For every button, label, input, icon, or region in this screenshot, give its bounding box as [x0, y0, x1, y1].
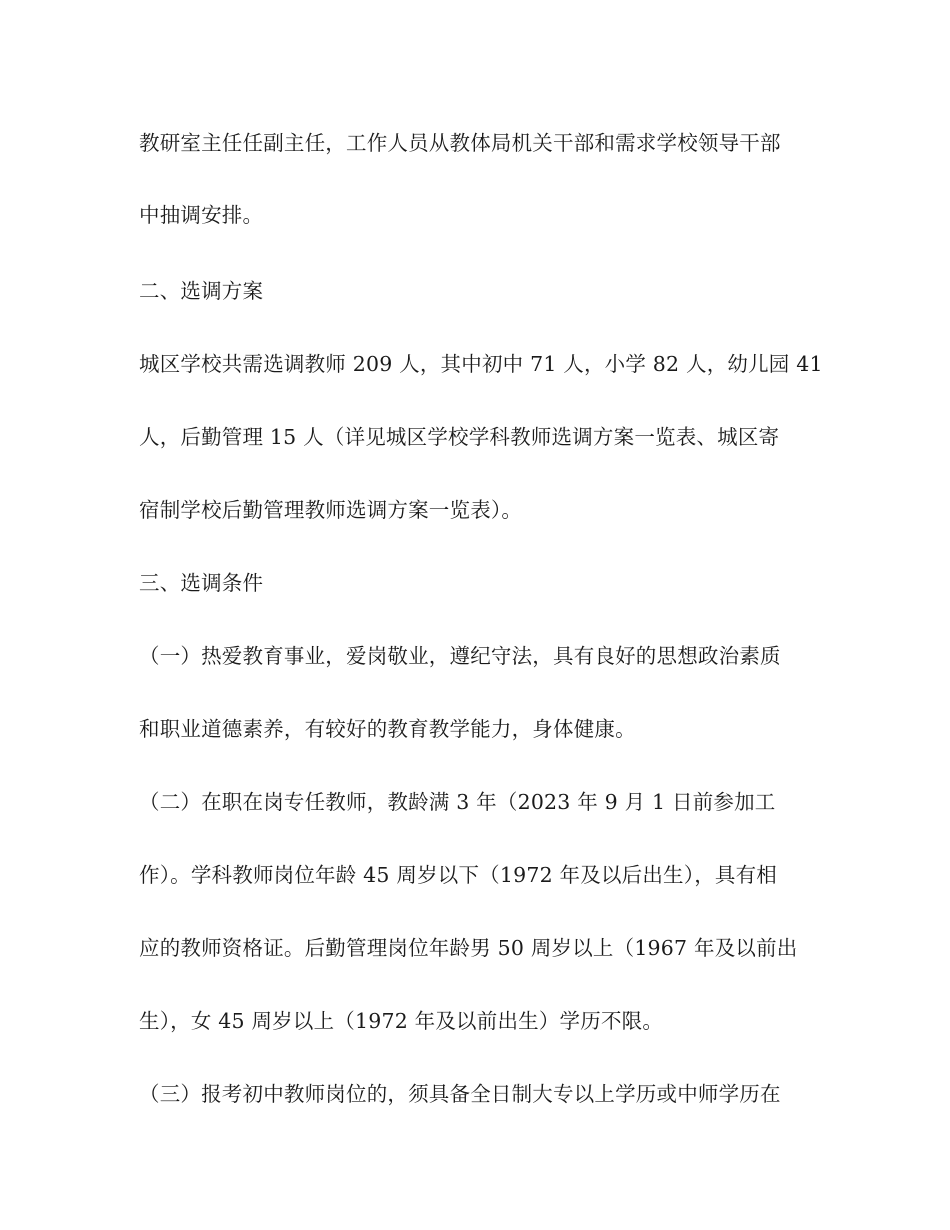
text-line: （一）热爱教育事业，爱岗敬业，遵纪守法，具有良好的思想政治素质 [139, 644, 781, 668]
text-line: 教研室主任任副主任，工作人员从教体局机关干部和需求学校领导干部 [139, 131, 781, 155]
text-line: 和职业道德素养，有较好的教育教学能力，身体健康。 [139, 717, 636, 741]
text-line: （三）报考初中教师岗位的，须具备全日制大专以上学历或中师学历在 [139, 1082, 781, 1106]
section-heading: 三、选调条件 [139, 571, 264, 595]
text-line: 生），女 45 周岁以上（1972 年及以前出生）学历不限。 [139, 1009, 664, 1033]
text-line: 城区学校共需选调教师 209 人，其中初中 71 人，小学 82 人，幼儿园 41 [139, 352, 823, 376]
text-line: 中抽调安排。 [139, 203, 264, 227]
text-line: 人，后勤管理 15 人（详见城区学校学科教师选调方案一览表、城区寄 [139, 425, 780, 449]
text-line: （二）在职在岗专任教师，教龄满 3 年（2023 年 9 月 1 日前参加工 [139, 790, 776, 814]
section-heading: 二、选调方案 [139, 279, 264, 303]
text-line: 应的教师资格证。后勤管理岗位年龄男 50 周岁以上（1967 年及以前出 [139, 936, 798, 960]
text-line: 宿制学校后勤管理教师选调方案一览表）。 [139, 498, 523, 522]
text-line: 作）。学科教师岗位年龄 45 周岁以下（1972 年及以后出生），具有相 [139, 863, 778, 887]
